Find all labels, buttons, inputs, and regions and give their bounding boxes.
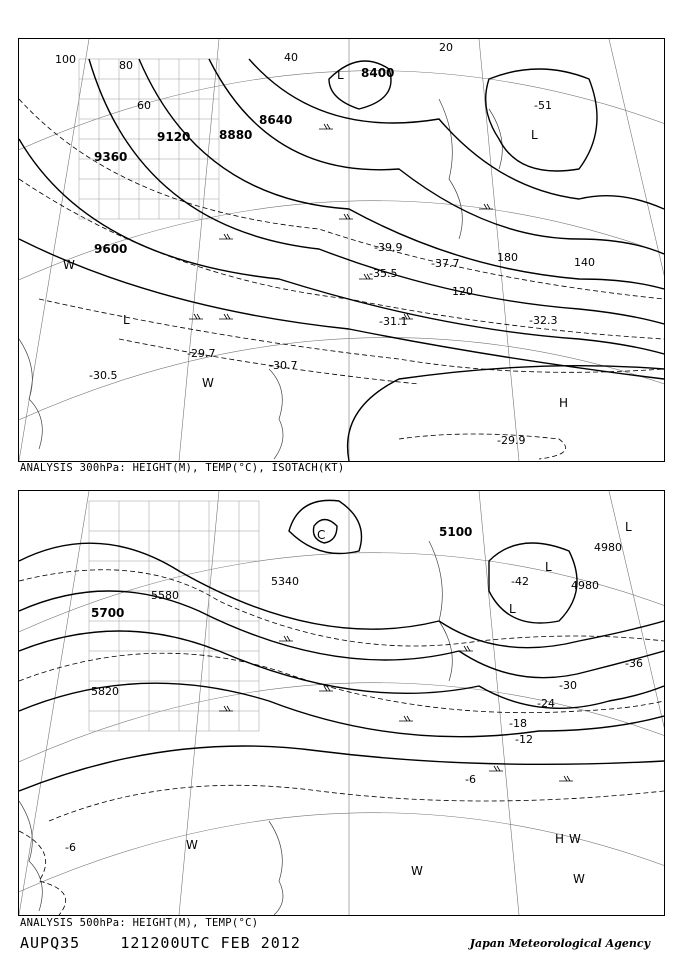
height-label: 4980 <box>571 579 599 592</box>
hatched-region <box>79 59 219 219</box>
temp-label: -30.5 <box>89 369 118 382</box>
high-symbol: H <box>555 832 565 846</box>
isotach-label: 180 <box>497 251 518 264</box>
temp-label: -35.5 <box>369 267 398 280</box>
temp-label: -42 <box>511 575 529 588</box>
map-300hpa <box>19 39 664 461</box>
temp-label: -18 <box>509 717 527 730</box>
height-label: 5340 <box>271 575 299 588</box>
valid-time: 121200UTC FEB 2012 <box>120 934 301 952</box>
high-symbol: H <box>559 396 569 410</box>
bulletin-code: AUPQ35 <box>20 934 81 952</box>
warm-symbol: W <box>63 258 75 272</box>
low-symbol: L <box>337 68 344 82</box>
isotach-label: 120 <box>452 285 473 298</box>
temp-label: -29.9 <box>497 434 526 447</box>
low-symbol: L <box>509 602 516 616</box>
warm-symbol: W <box>573 872 585 886</box>
height-label: 5700 <box>91 606 125 620</box>
height-contours <box>19 500 664 791</box>
low-symbol: L <box>545 560 552 574</box>
wind-barbs <box>189 124 493 319</box>
isotach-label: 20 <box>439 41 453 54</box>
temp-label: -29.7 <box>187 347 216 360</box>
coastline <box>19 99 502 459</box>
temp-label: -12 <box>515 733 533 746</box>
temp-label: -39.9 <box>374 241 403 254</box>
warm-symbol: W <box>411 864 423 878</box>
low-symbol: L <box>123 313 130 327</box>
temp-label: -6 <box>465 773 476 786</box>
height-label: 5580 <box>151 589 179 602</box>
agency-name: Japan Meteorological Agency <box>469 937 650 950</box>
height-label: 8400 <box>361 66 395 80</box>
coastline <box>19 541 452 915</box>
height-label: 9600 <box>94 242 128 256</box>
panel-caption-500hpa: ANALYSIS 500hPa: HEIGHT(M), TEMP(°C) <box>20 917 259 929</box>
warm-symbol: W <box>569 832 581 846</box>
temp-label: -6 <box>65 841 76 854</box>
temperature-contours <box>19 570 664 915</box>
height-label: 8880 <box>219 128 253 142</box>
isotach-label: 80 <box>119 59 133 72</box>
map-panel-500hpa <box>18 490 665 916</box>
isotach-label: 140 <box>574 256 595 269</box>
height-label: 9360 <box>94 150 128 164</box>
height-label: 9120 <box>157 130 191 144</box>
height-label: 5100 <box>439 525 473 539</box>
isotach-label: 60 <box>137 99 151 112</box>
map-panel-300hpa <box>18 38 665 462</box>
map-500hpa <box>19 491 664 915</box>
isotach-label: 40 <box>284 51 298 64</box>
temp-label: -24 <box>537 697 555 710</box>
temp-label: -37.7 <box>431 257 460 270</box>
warm-symbol: W <box>202 376 214 390</box>
temp-label: -51 <box>534 99 552 112</box>
chart-footer <box>20 934 301 952</box>
panel-caption-300hpa: ANALYSIS 300hPa: HEIGHT(M), TEMP(°C), ISOTACH(KT) <box>20 462 345 474</box>
low-symbol: L <box>531 128 538 142</box>
temp-label: -31.1 <box>379 315 408 328</box>
height-label: 8640 <box>259 113 293 127</box>
cold-center-symbol: C <box>317 528 326 542</box>
warm-symbol: W <box>186 838 198 852</box>
temp-label: -30 <box>559 679 577 692</box>
isotach-label: 100 <box>55 53 76 66</box>
low-symbol: L <box>625 520 632 534</box>
graticule <box>19 491 664 915</box>
height-label: 4980 <box>594 541 622 554</box>
temp-label: -36 <box>625 657 643 670</box>
height-label: 5820 <box>91 685 119 698</box>
temp-label: -30.7 <box>269 359 298 372</box>
temp-label: -32.3 <box>529 314 558 327</box>
